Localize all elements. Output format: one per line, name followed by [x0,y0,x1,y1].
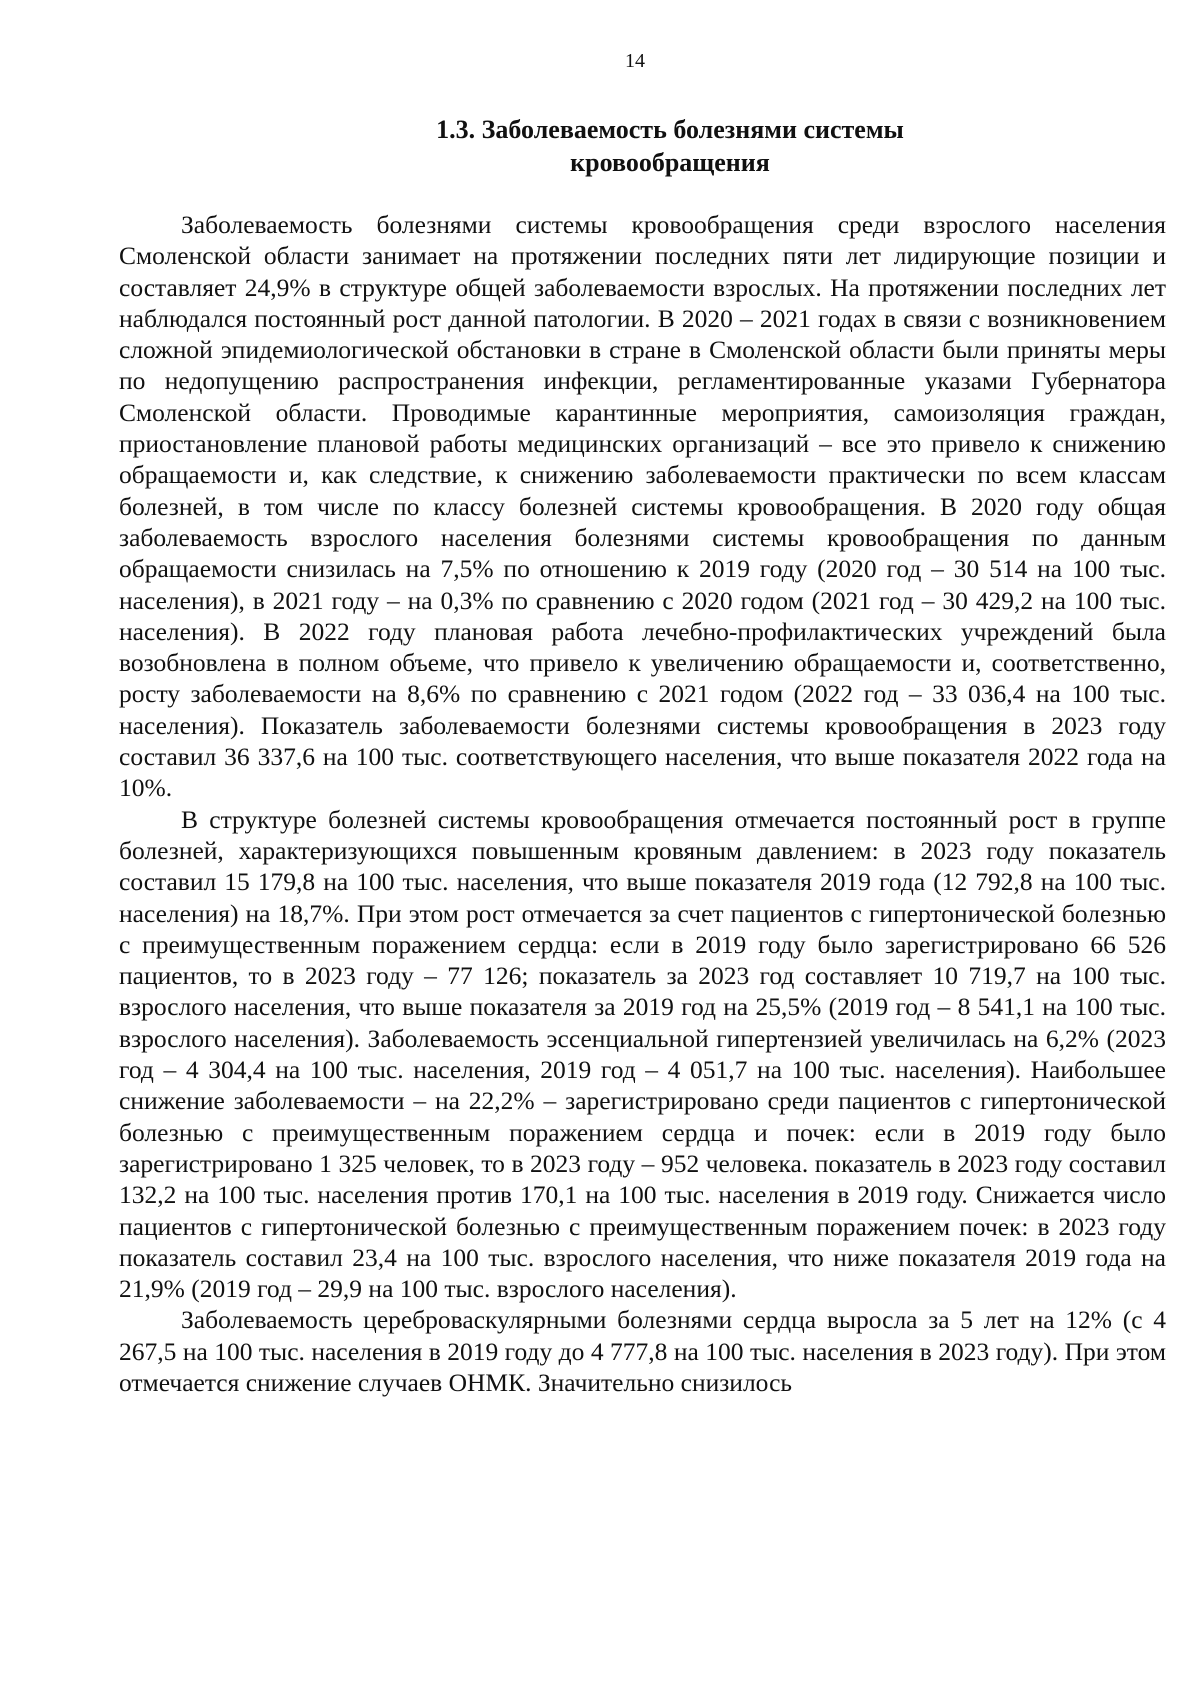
section-title-line-1: 1.3. Заболеваемость болезнями системы [436,115,904,144]
section-title-line-2: кровообращения [570,148,770,177]
body-text [119,209,1166,1398]
paragraph-3: Заболеваемость цереброваскулярными болезнями сердца выросла за 5 лет на 12% (с 4 267,5 на 100 тыс. населения в 2019 году до 4 777,8 на 100 тыс. населения в 2023 году). При этом отмечается снижение случаев ОНМК. Значительно снизилось [119,1305,1166,1397]
page-number: 14 [625,50,645,72]
paragraph-2: В структуре болезней системы кровообращения отмечается постоянный рост в группе болезней, характеризующихся повышенным кровяным давлением: в 2023 году показатель составил 15 179,8 на 100 тыс. населения, что выше показателя 2019 года (12 792,8 на 100 тыс. населения) на 18,7%. При этом рост отмечается за счет пациентов с гипертонической болезнью с преимущественным поражением сердца: если в 2019 году было зарегистрировано 66 526 пациентов, то в 2023 году – 77 126; показатель за 2023 год составляет 10 719,7 на 100 тыс. взрослого населения, что выше показателя за 2019 год на 25,5% (2019 год – 8 541,1 на 100 тыс. взрослого населения). Заболеваемость эссенциальной гипертензией увеличилась на 6,2% (2023 год – 4 304,4 на 100 тыс. населения, 2019 год – 4 051,7 на 100 тыс. населения). Наибольшее снижение заболеваемости – на 22,2% – зарегистрировано среди пациентов с гипертонической болезнью с преимущественным поражением сердца и почек: если в 2019 году было зарегистрировано 1 325 человек, то в 2023 году – 952 человека. показатель в 2023 году составил 132,2 на 100 тыс. населения против 170,1 на 100 тыс. населения в 2019 году. Снижается число пациентов с гипертонической болезнью с преимущественным поражением почек: в 2023 году показатель составил 23,4 на 100 тыс. взрослого населения, что ниже показателя 2019 года на 21,9% (2019 год – 29,9 на 100 тыс. взрослого населения). [119,804,1166,1304]
paragraph-1: Заболеваемость болезнями системы кровообращения среди взрослого населения Смоленской области занимает на протяжении последних пяти лет лидирующие позиции и составляет 24,9% в структуре общей заболеваемости взрослых. На протяжении последних лет наблюдался постоянный рост данной патологии. В 2020 – 2021 годах в связи с возникновением сложной эпидемиологической обстановки в стране в Смоленской области были приняты меры по недопущению распространения инфекции, регламентированные указами Губернатора Смоленской области. Проводимые карантинные мероприятия, самоизоляция граждан, приостановление плановой работы медицинских организаций – все это привело к снижению обращаемости и, как следствие, к снижению заболеваемости практически по всем классам болезней, в том числе по классу болезней системы кровообращения. В 2020 году общая заболеваемость взрослого населения болезнями системы кровообращения по данным обращаемости снизилась на 7,5% по отношению к 2019 году (2020 год – 30 514 на 100 тыс. населения), в 2021 году – на 0,3% по сравнению с 2020 годом (2021 год – 30 429,2 на 100 тыс. населения). В 2022 году плановая работа лечебно-профилактических учреждений была возобновлена в полном объеме, что привело к увеличению обращаемости и, соответственно, росту заболеваемости на 8,6% по сравнению с 2021 годом (2022 год – 33 036,4 на 100 тыс. населения). Показатель заболеваемости болезнями системы кровообращения в 2023 году составил 36 337,6 на 100 тыс. соответствующего населения, что выше показателя 2022 года на 10%. [119,210,1166,803]
section-title [400,113,940,179]
